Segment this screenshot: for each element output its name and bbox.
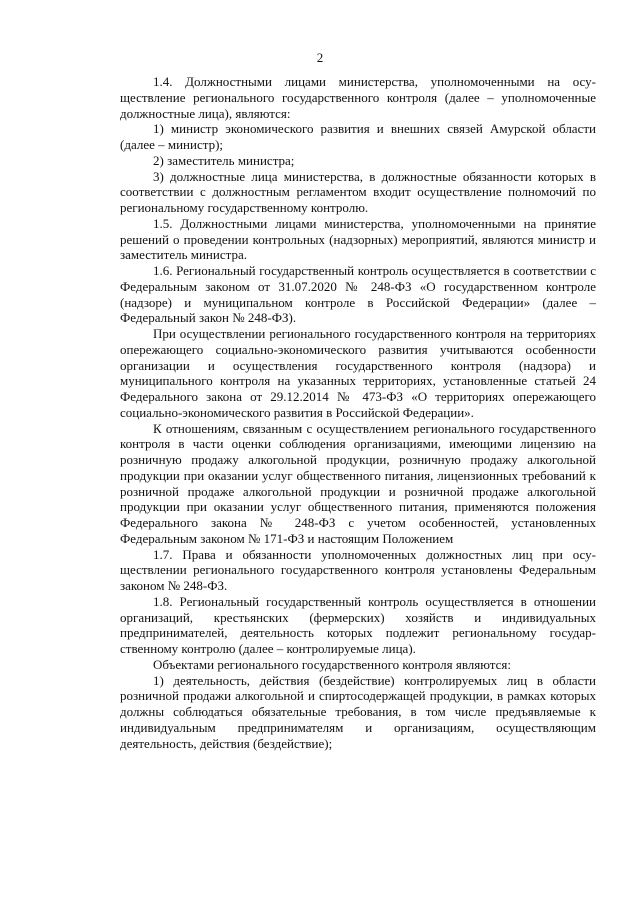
paragraph-1-8: 1.8. Региональный государственный контроль осуществляется в отношении организаций, крестьянских (фермерских) хозяйств и индивидуальных предпринимателей, деятельность которых подлежит региональному государственному контролю (далее – контролируемые лица). [120, 593, 596, 656]
paragraph-1-4: 1.4. Должностными лицами министерства, уполномоченными на осуществление регионального государственного контроля (далее – уполномоченные должностные лица), являются: [120, 74, 596, 121]
paragraph-list-item-1: 1) министр экономического развития и внешних связей Амурской области (далее – министр); [120, 121, 596, 152]
paragraph-territories: При осуществлении регионального государственного контроля на территориях опережающего социально-экономического развития учитываются особенности организации и осуществления государственного контроля (надзора) и муниципального контроля на указанных территориях, установленные статьей 24 Федерального закона от 29.12.2014 № 473-ФЗ «О территориях опережающего социально-экономического развития в Российской Федерации». [120, 326, 596, 420]
document-body [120, 74, 596, 751]
paragraph-list-item-2: 2) заместитель министра; [153, 152, 295, 168]
paragraph-1-7: 1.7. Права и обязанности уполномоченных должностных лиц при осуществлении регионального государственного контроля установлены Федеральным законом № 248-ФЗ. [120, 546, 596, 593]
paragraph-1-5: 1.5. Должностными лицами министерства, уполномоченными на принятие решений о проведении контрольных (надзорных) мероприятий, являются министр и заместитель министра. [120, 215, 596, 263]
paragraph-alcohol-licensing: К отношениям, связанным с осуществлением регионального государственного контроля в части оценки соблюдения организациями, имеющими лицензию на розничную продажу алкогольной продукции, розничную продажу алкогольной продукции при оказании услуг общественного питания, лицензионных требований к розничной продаже алкогольной продукции и розничной продаже алкогольной продукции при оказании услуг общественного питания, применяются положения Федерального закона № 248-ФЗ с учетом особенностей, установленных Федеральным законом № 171-ФЗ и настоящим Положением [120, 420, 596, 546]
page-number: 2 [316, 50, 324, 65]
paragraph-1-6: 1.6. Региональный государственный контроль осуществляется в соответствии с Федеральным законом от 31.07.2020 № 248-ФЗ «О государственном контроле (надзоре) и муниципальном контроле в Российской Федерации» (далее – Федеральный закон № 248-ФЗ). [120, 263, 596, 326]
paragraph-objects-intro: Объектами регионального государственного контроля являются: [153, 656, 511, 672]
paragraph-list-item-3: 3) должностные лица министерства, в должностные обязанности которых в соответствии с должностным регламентом входит осуществление полномочий по региональному государственному контролю. [120, 168, 596, 215]
paragraph-object-item-1: 1) деятельность, действия (бездействие) контролируемых лиц в области розничной продажи алкогольной и спиртосодержащей продукции, в рамках которых должны соблюдаться обязательные требования, в том числе предъявляемые к индивидуальным предпринимателям и организациям, осуществляющим деятельность, действия (бездействие); [120, 672, 596, 751]
